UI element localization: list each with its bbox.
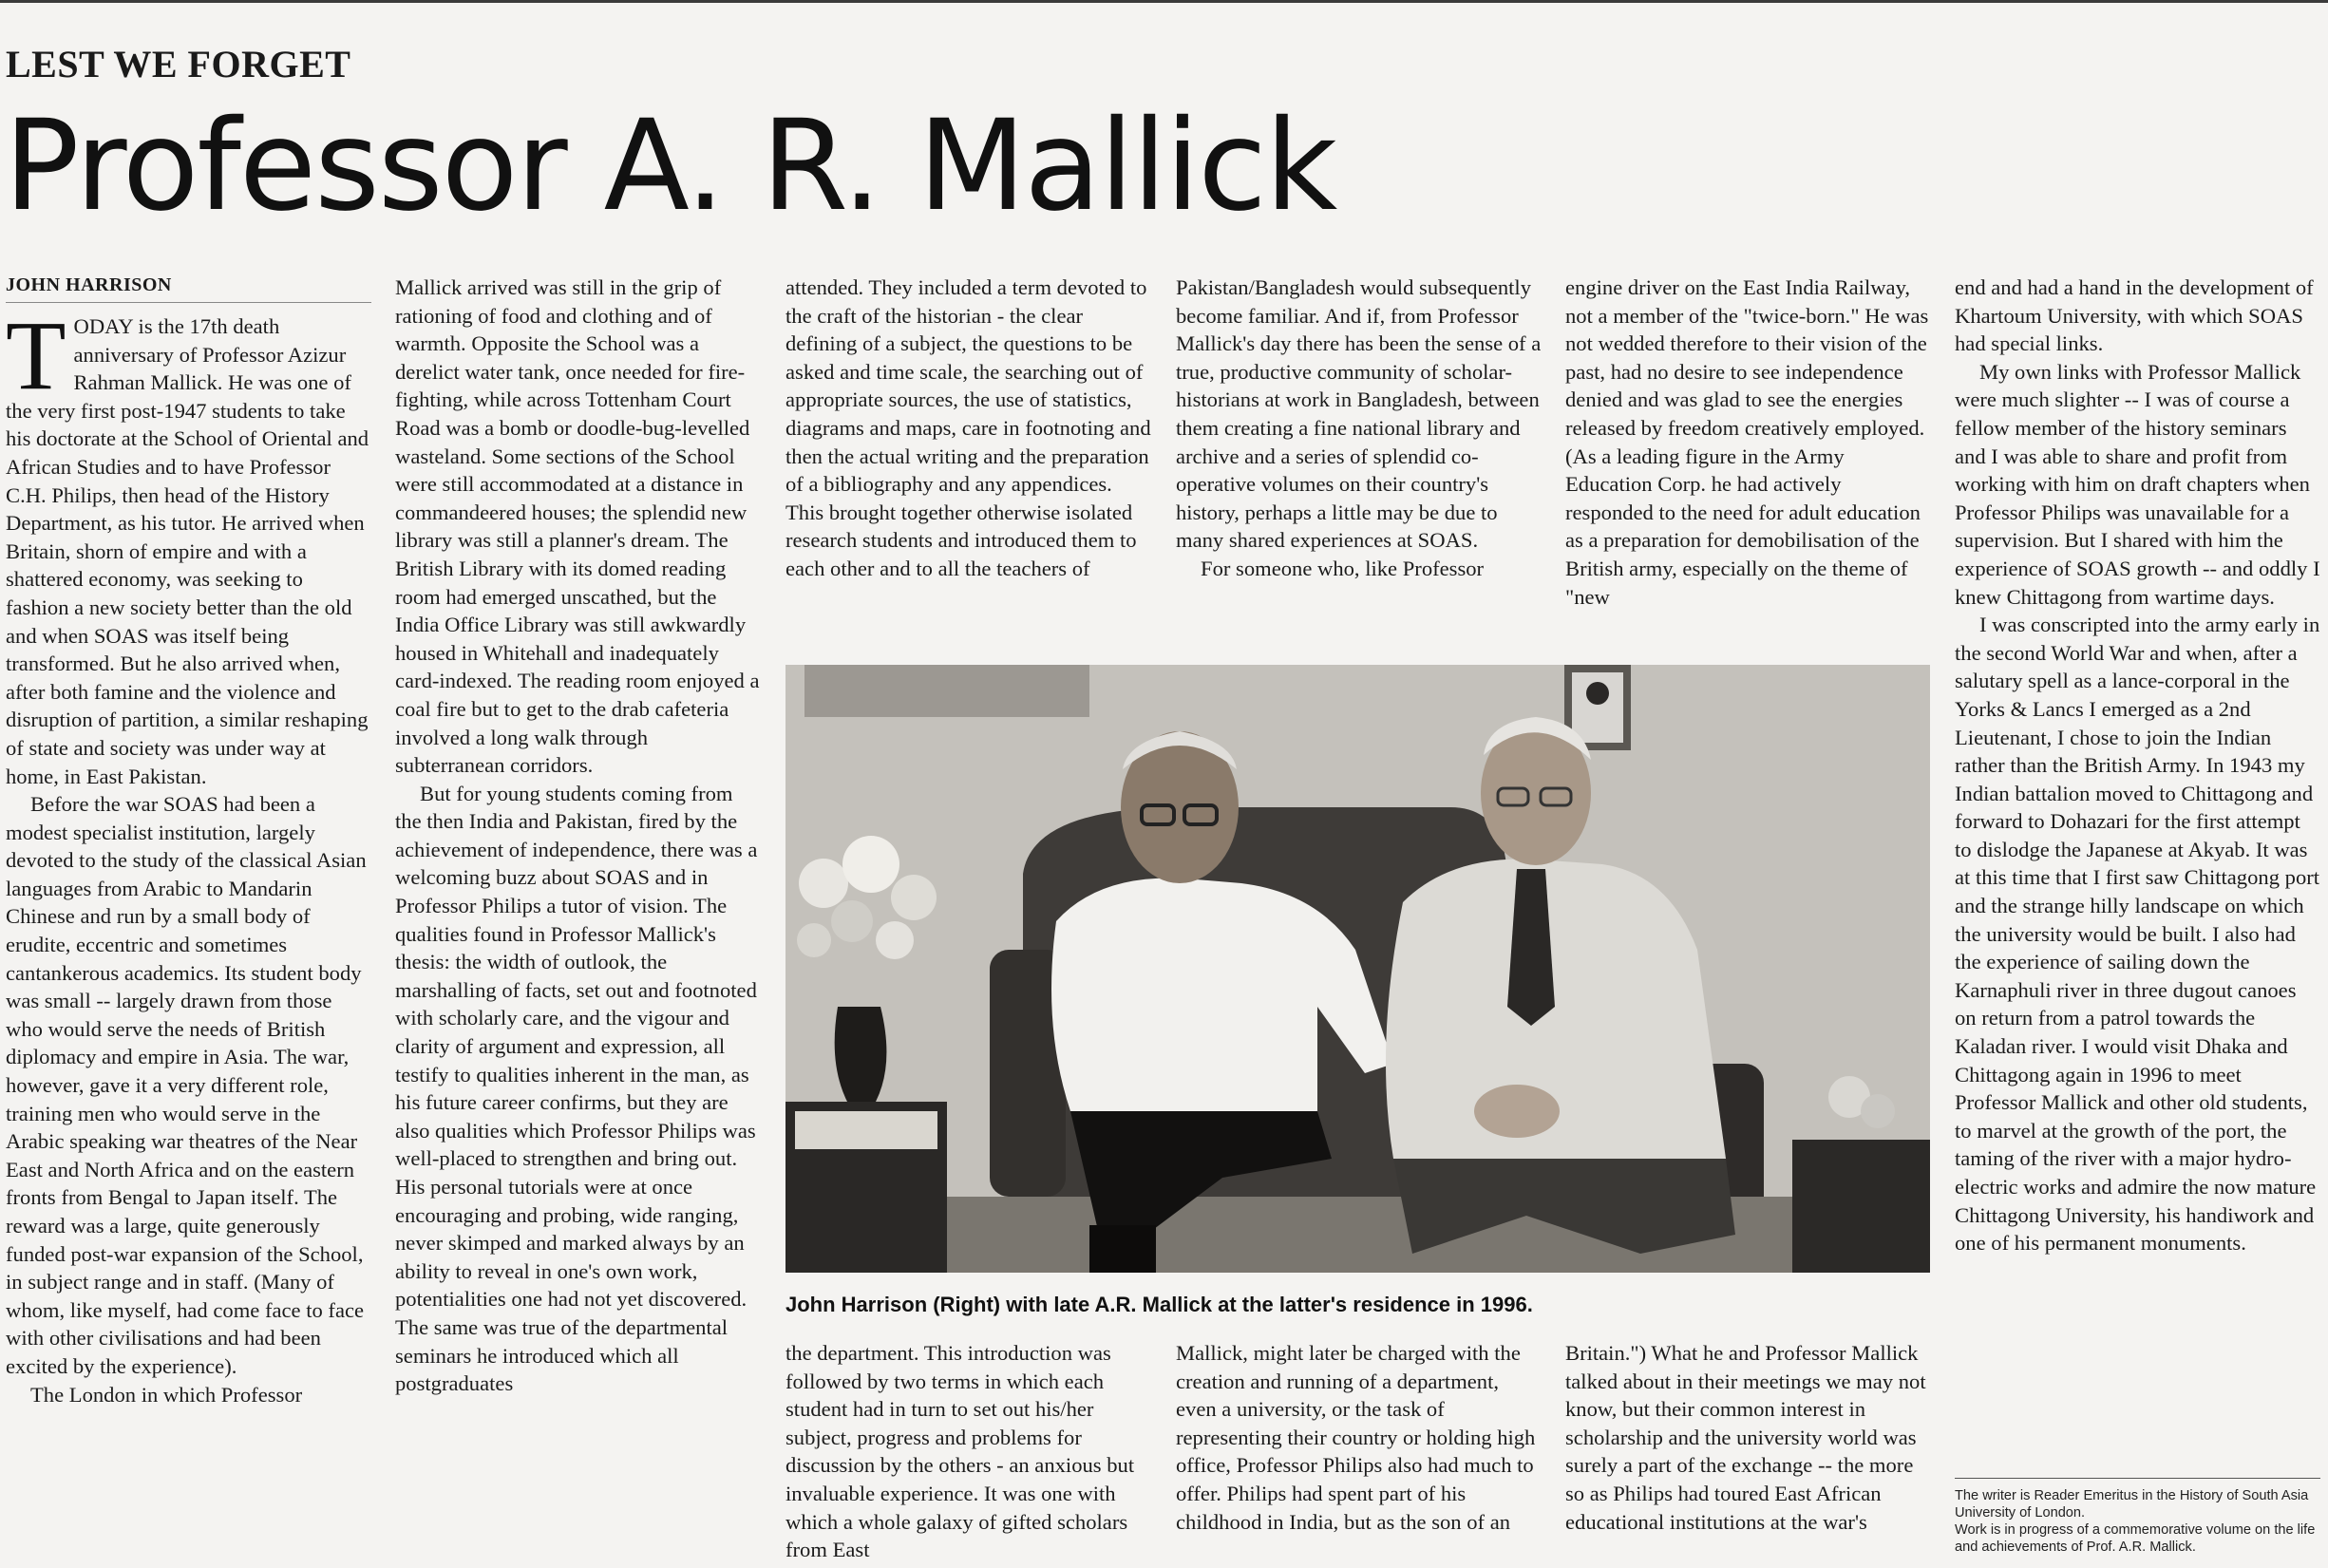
article-column-1 [6,274,371,1408]
writer-note-line-1: The writer is Reader Emeritus in the History of South Asia University of London. [1955,1488,2309,1521]
paragraph-14: My own links with Professor Mallick were much slighter -- I was of course a fellow member of the history seminars and I was able to share and profit from working with him on draft chapters when Professor Philips was unavailable for a supervision. But I shared with him the experience of SOAS growth -- and oddly I knew Chittagong from wartime days. [1955,359,2320,609]
lead-word: ODAY [73,314,133,338]
paragraph-12: Britain.") What he and Professor Mallick talked about in their meetings we may not know, but their common interest in scholarship and the university world was surely a part of the exchange -- the more so as Philips had toured East African educational institutions at the war's [1565,1341,1926,1534]
section-kicker [6,42,350,86]
article-column-4-bottom [1176,1339,1542,1536]
article-column-2 [395,274,761,1398]
photo-caption: John Harrison (Right) with late A.R. Mallick at the latter's residence in 1996. [785,1293,1533,1316]
top-rule [0,0,2328,3]
paragraph-2: Before the war SOAS had been a modest specialist institution, largely devoted to the study of the classical Asian languages from Arabic to Mandarin Chinese and run by a small body of erudite, eccentric and sometimes cantankerous academics. Its student body was small -- largely drawn from those who would serve the needs of British diplomacy and empire in Asia. The war, however, gave it a very different role, training men who would serve in the Arabic speaking war theatres of the Near East and North Africa and on the eastern fronts from Bengal to Japan itself. The reward was a large, quite generously funded post-war expansion of the School, in subject range and in staff. (Many of whom, like myself, had come face to face with other civilisations and had been excited by the experience). [6,792,367,1378]
paragraph-6: attended. They included a term devoted to the craft of the historian - the clear defining of a subject, the questions to be asked and time scale, the searching out of appropriate sources, the use of statistics, diagrams and maps, care in footnoting and then the actual writing and the preparation of a bibliography and any appendices. This brought together otherwise isolated research students and introduced them to each other and to all the teachers of [785,275,1151,580]
paragraph-4: Mallick arrived was still in the grip of rationing of food and clothing and of warmth. Opposite the School was a derelict water tank, once needed for fire- fighting, while across Tottenham Court Road was a bomb or doodle-bug-levelled wasteland. Some sections of the School were still accommodated at a distance in commandeered houses; the splendid new library was still a planner's dream. The British Library with its domed reading room had emerged unscathed, but the India Office Library was still awkwardly housed in Whitehall and inadequately card-indexed. The reading room enjoyed a coal fire but to get to the drab cafeteria involved a long walk through subterranean corridors. [395,275,760,778]
article-column-4-top [1176,274,1542,583]
writer-note-line-2: Work is in progress of a commemorative volume on the life and achievements of Prof. A.R. Mallick. [1955,1522,2316,1555]
paragraph-15: I was conscripted into the army early in the second World War and when, after a salutary spell as a lance-corporal in the Yorks & Lancs I emerged as a 2nd Lieutenant, I chose to join the Indian rather than the British Army. In 1943 my Indian battalion moved to Chittagong and forward to Dohazari for the first attempt to dislodge the Japanese at Akyab. It was at this time that I first saw Chittagong port and the strange hilly landscape on which the university would be built. I also had the experience of sailing down the Karnaphuli river in three dugout canoes on return from a patrol towards the Kaladan river. I would visit Dhaka and Chittagong again in 1996 to meet Professor Mallick and other old students, to marvel at the growth of the port, the taming of the river with a major hydro-electric works and admire the now mature Chittagong University, his handiwork and one of his permanent monuments. [1955,613,2320,1256]
paragraph-1-text: is the 17th death anniversary of Professor Azizur Rahman Mallick. He was one of the very first post-1947 students to take his doctorate at the School of Oriental and African Studies and to have Professor C.H. Philips, then head of the History Department, as his tutor. He arrived when Britain, shorn of empire and with a shattered economy, was seeking to fashion a new society better than the old and when SOAS was itself being transformed. But he also arrived when, after both famine and the violence and disruption of partition, a similar reshaping of state and society was under way at home, in East Pakistan. [6,314,369,788]
paragraph-5: But for young students coming from the then India and Pakistan, fired by the achievement of independence, there was a welcoming buzz about SOAS and in Professor Philips a tutor of vision. The qualities found in Professor Mallick's thesis: the width of outlook, the marshalling of facts, set out and footnoted with scholarly care, and the vigour and clarity of argument and expression, all testify to qualities inherent in the man, as his future career confirms, but they are also qualities which Professor Philips was well-placed to strengthen and bring out. His personal tutorials were at once encouraging and probing, wide ranging, never skimped and marked always by an ability to reveal in one's own work, potentialities one had not yet discovered. The same was true of the departmental seminars he introduced which all postgraduates [395,781,758,1396]
paragraph-10: the department. This introduction was followed by two terms in which each student had in turn to set out his/her subject, progress and problems for discussion by the others - an anxious but invaluable experience. It was one with which a whole galaxy of gifted scholars from East [785,1341,1135,1562]
writer-note [1955,1487,2320,1556]
article-column-3-top [785,274,1151,583]
article-photo [785,665,1930,1273]
side-table-right [1792,1140,1930,1273]
article-column-6 [1955,274,2320,1257]
paragraph-9: engine driver on the East India Railway, not a member of the "twice-born." He was not wedded therefore to their vision of the past, had no desire to see independence denied and was glad to see the energies released by freedom creatively employed. (As a leading figure in the Army Education Corp. he had actively responded to the need for adult education as a preparation for demobilisation of the British army, especially on the theme of "new [1565,275,1929,609]
wall-frame [804,665,1089,717]
paragraph-1 [6,301,371,790]
vase [835,1007,887,1102]
paragraph-8: For someone who, like Professor [1201,556,1485,580]
paragraph-11: Mallick, might later be charged with the creation and running of a department, even a university, or the task of representing their country or holding high office, Professor Philips also had much to offer. Philips had spent part of his childhood in India, but as the son of an [1176,1341,1536,1534]
section-kicker-text: LEST WE FORGET [6,43,351,85]
photo-illustration [785,665,1930,1273]
article-column-3-bottom [785,1339,1151,1564]
byline: JOHN HARRISON [6,274,371,303]
article-column-5-top [1565,274,1931,611]
paragraph-13: end and had a hand in the development of Khartoum University, with which SOAS had special links. [1955,275,2314,356]
paragraph-7: Pakistan/Bangladesh would subsequently become familiar. And if, from Professor Mallick's day there has been the sense of a true, productive community of scholar-historians at work in Bangladesh, between them creating a fine national library and archive and a series of splendid co-operative volumes on their country's history, perhaps a little may be due to many shared experiences at SOAS. [1176,275,1542,553]
paragraph-3: The London in which Professor [30,1382,303,1407]
writer-note-rule [1955,1478,2320,1479]
article-column-5-bottom [1565,1339,1931,1536]
headline: Professor A. R. Mallick [4,93,1336,239]
drop-cap: T [6,301,66,410]
